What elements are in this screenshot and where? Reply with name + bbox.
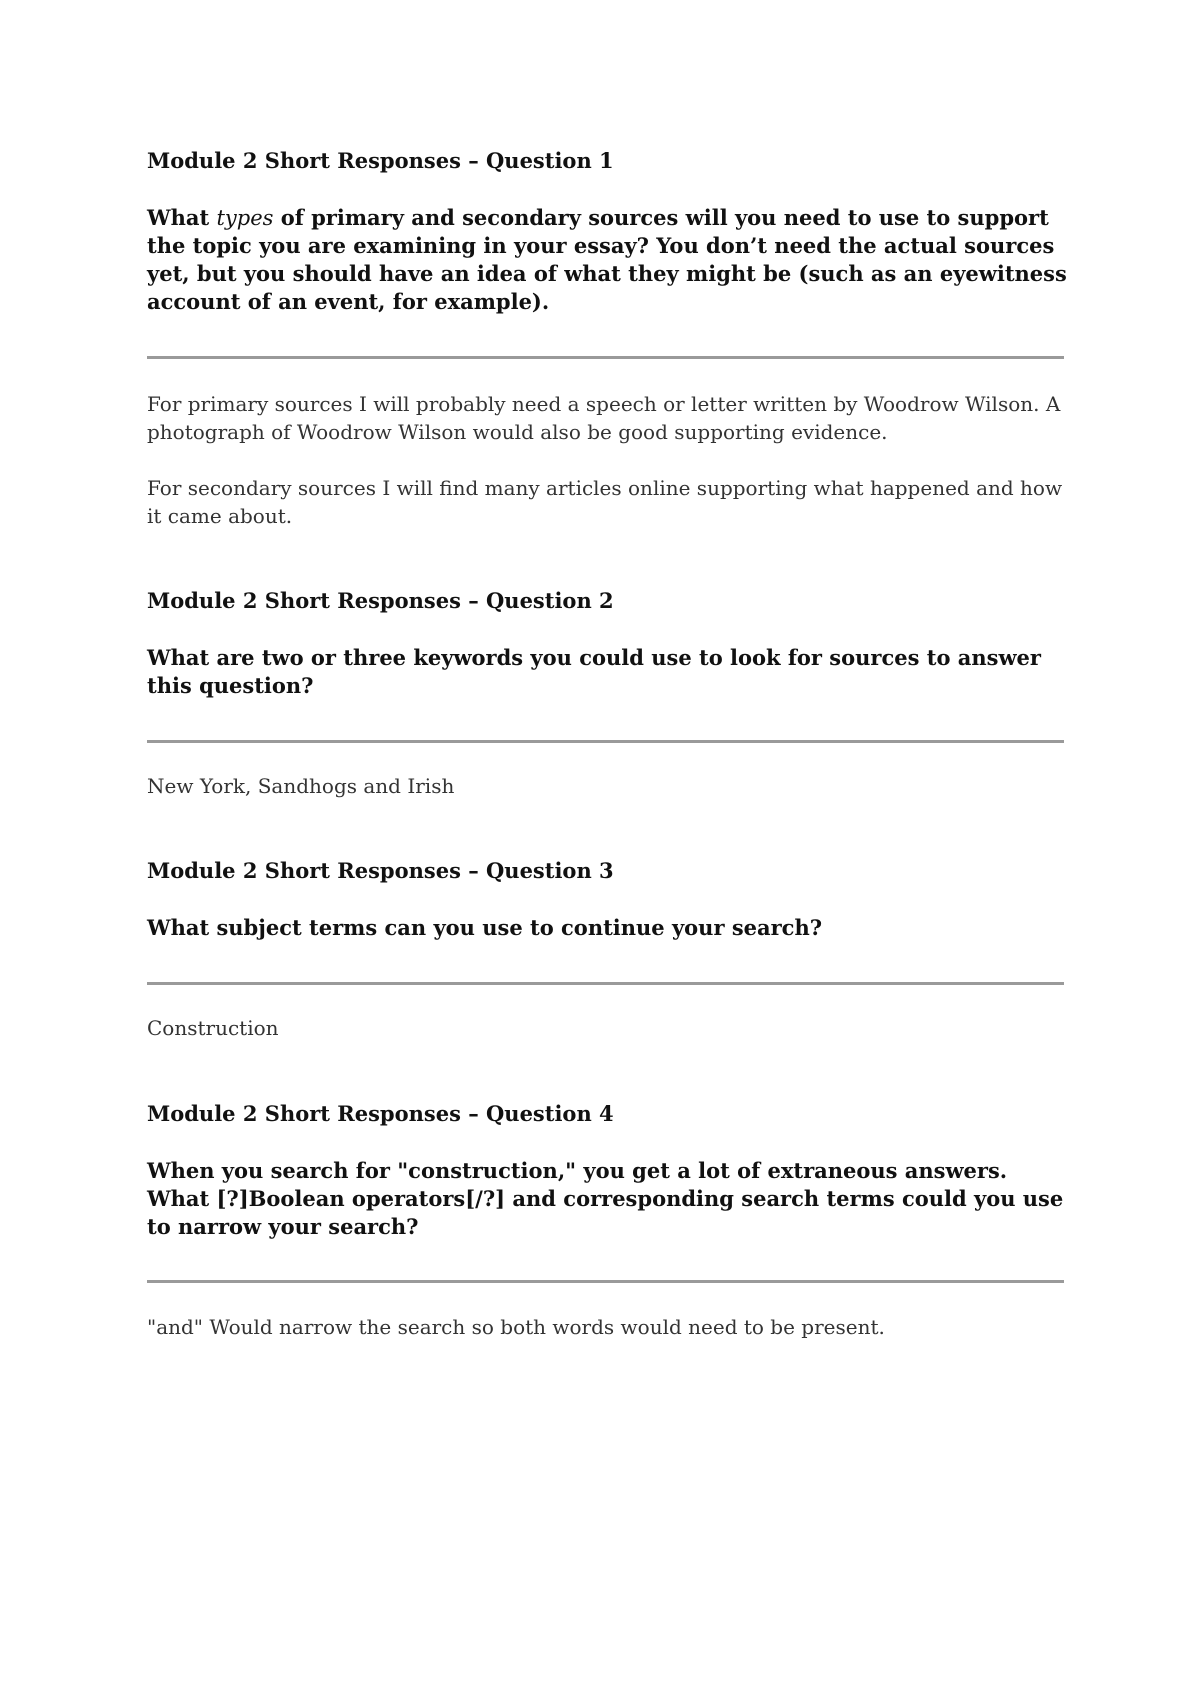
question-3-heading: Module 2 Short Responses – Question 3 — [147, 858, 614, 883]
question-2-heading: Module 2 Short Responses – Question 2 — [147, 588, 614, 613]
question-4-heading: Module 2 Short Responses – Question 4 — [147, 1101, 614, 1126]
question-1-answer-2: For secondary sources I will find many articles online supporting what happened and how it came about. — [147, 476, 1063, 528]
question-1-answer-1: For primary sources I will probably need a speech or letter written by Woodrow Wilson. A photograph of Woodrow Wilson would also be good supporting evidence. — [147, 392, 1061, 444]
question-2-answer: New York, Sandhogs and Irish — [147, 774, 455, 798]
question-4-prompt: When you search for "construction," you get a lot of extraneous answers. What [?]Boolean operators[/?] and corresponding search terms could you use to narrow your search? — [147, 1158, 1064, 1239]
question-3-answer: Construction — [147, 1016, 279, 1040]
answer-divider-1 — [147, 356, 1064, 359]
question-3-prompt: What subject terms can you use to continue your search? — [147, 915, 823, 940]
answer-divider-3 — [147, 982, 1064, 985]
question-1-prompt-end: of primary and secondary sources will you need to use to support the topic you are examining in your essay? You don’t need the actual sources yet, but you should have an idea of what they might be (such as an eyewitness account of an event, for example). — [147, 205, 1067, 314]
answer-divider-4 — [147, 1280, 1064, 1283]
question-1-prompt-emphasis: types — [216, 206, 274, 230]
question-1-prompt — [147, 204, 1067, 316]
answer-divider-2 — [147, 740, 1064, 743]
question-2-prompt: What are two or three keywords you could use to look for sources to answer this question? — [147, 645, 1041, 698]
question-4-answer: "and" Would narrow the search so both words would need to be present. — [147, 1315, 885, 1339]
question-1-heading: Module 2 Short Responses – Question 1 — [147, 148, 614, 173]
question-1-prompt-start: What — [147, 205, 217, 230]
